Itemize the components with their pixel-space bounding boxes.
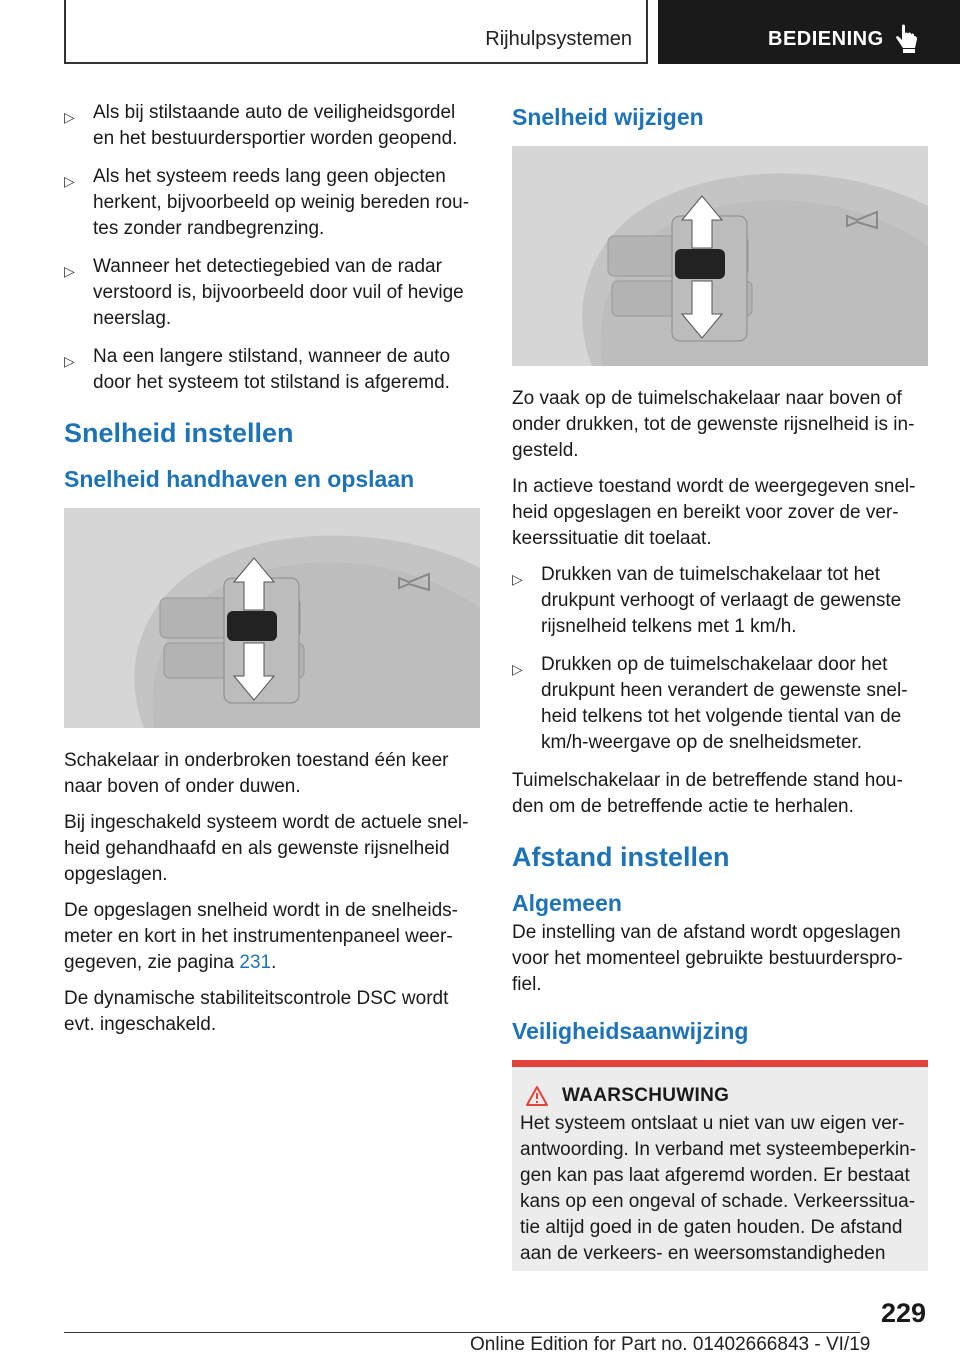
- header-chapter-title: BEDIENING: [768, 28, 884, 50]
- bullet-triangle-icon: ▷: [64, 109, 75, 125]
- steering-wheel-illustration: [512, 146, 928, 366]
- bullet-triangle-icon: ▷: [64, 263, 75, 279]
- footer-divider: [64, 1332, 860, 1333]
- bullet-triangle-icon: ▷: [512, 661, 523, 677]
- list-item: ▷ Als bij stilstaande auto de veiligheidsgordel en het bestuurdersportier worden geopend.: [64, 102, 458, 149]
- steering-wheel-switch-image: [64, 508, 480, 728]
- page-reference-link[interactable]: 231: [239, 952, 272, 973]
- right-column: [512, 100, 928, 1271]
- warning-box: [512, 1060, 928, 1271]
- list-item: ▷ Drukken van de tuimelschakelaar tot het drukpunt verhoogt of verlaagt de gewenste rijsnelheid telkens met 1 km/h.: [512, 564, 902, 637]
- section-heading: Afstand instellen: [512, 842, 730, 872]
- paragraph: Schakelaar in onderbroken toestand één keer naar boven of onder duwen.: [64, 750, 449, 797]
- header-section-title: Rijhulpsystemen: [485, 28, 632, 50]
- warning-text: Het systeem ontslaat u niet van uw eigen ver-antwoording. In verband met systeembeperkin-gen kan pas laat afgeremd worden. Er bestaat kans op een ongeval of schade. Verkeerssitua-tie altijd goed in de gaten houden. De afstand aan de verkeers- en weersomstandigheden: [520, 1113, 917, 1264]
- subsection-heading: Snelheid wijzigen: [512, 104, 704, 130]
- warning-title: WAARSCHUWING: [562, 1085, 730, 1106]
- list-item: ▷ Drukken op de tuimelschakelaar door het drukpunt heen verandert de gewenste snel-heid telkens tot het volgende tiental van de km/h-weergave op de snelheidsmeter.: [512, 654, 908, 753]
- footer-edition: Online Edition for Part no. 01402666843 - VI/19: [470, 1334, 871, 1355]
- bullet-triangle-icon: ▷: [64, 353, 75, 369]
- subsection-heading: Snelheid handhaven en opslaan: [64, 466, 415, 492]
- warning-header: [526, 1085, 920, 1107]
- paragraph: De opgeslagen snelheid wordt in de snelheids-meter en kort in het instrumentenpaneel weer-gegeven, zie pagina 231.: [64, 900, 458, 973]
- steering-wheel-illustration: [64, 508, 480, 728]
- steering-wheel-switch-image: [512, 146, 928, 366]
- list-item: ▷ Na een langere stilstand, wanneer de auto door het systeem tot stilstand is afgeremd.: [64, 346, 451, 393]
- list-item: ▷ Wanneer het detectiegebied van de radar verstoord is, bijvoorbeeld door vuil of hevige neerslag.: [64, 256, 464, 329]
- paragraph: Zo vaak op de tuimelschakelaar naar boven of onder drukken, tot de gewenste rijsnelheid is in-gesteld.: [512, 388, 915, 461]
- warning-triangle-icon: [526, 1086, 548, 1106]
- bullet-triangle-icon: ▷: [64, 173, 75, 189]
- paragraph: De dynamische stabiliteitscontrole DSC wordt evt. ingeschakeld.: [64, 988, 449, 1035]
- paragraph: In actieve toestand wordt de weergegeven snel-heid opgeslagen en bereikt voor zover de ver-keerssituatie dit toelaat.: [512, 476, 916, 549]
- section-heading: Snelheid instellen: [64, 418, 294, 448]
- page-number: 229: [880, 1298, 926, 1328]
- bullet-triangle-icon: ▷: [512, 571, 523, 587]
- subsection-heading: Algemeen: [512, 890, 622, 916]
- left-column: [64, 100, 480, 1048]
- hand-pointer-icon: [894, 24, 920, 54]
- list-item: ▷ Als het systeem reeds lang geen objecten herkent, bijvoorbeeld op weinig bereden rou-tes zonder randbegrenzing.: [64, 166, 470, 239]
- paragraph: De instelling van de afstand wordt opgeslagen voor het momenteel gebruikte bestuurderspro-fiel.: [512, 922, 903, 995]
- paragraph: Bij ingeschakeld systeem wordt de actuele snel-heid gehandhaafd en als gewenste rijsnelheid opgeslagen.: [64, 812, 469, 885]
- paragraph: Tuimelschakelaar in de betreffende stand hou-den om de betreffende actie te herhalen.: [512, 770, 903, 817]
- subsection-heading: Veiligheidsaanwijzing: [512, 1018, 749, 1044]
- header-section-tab: [64, 0, 648, 64]
